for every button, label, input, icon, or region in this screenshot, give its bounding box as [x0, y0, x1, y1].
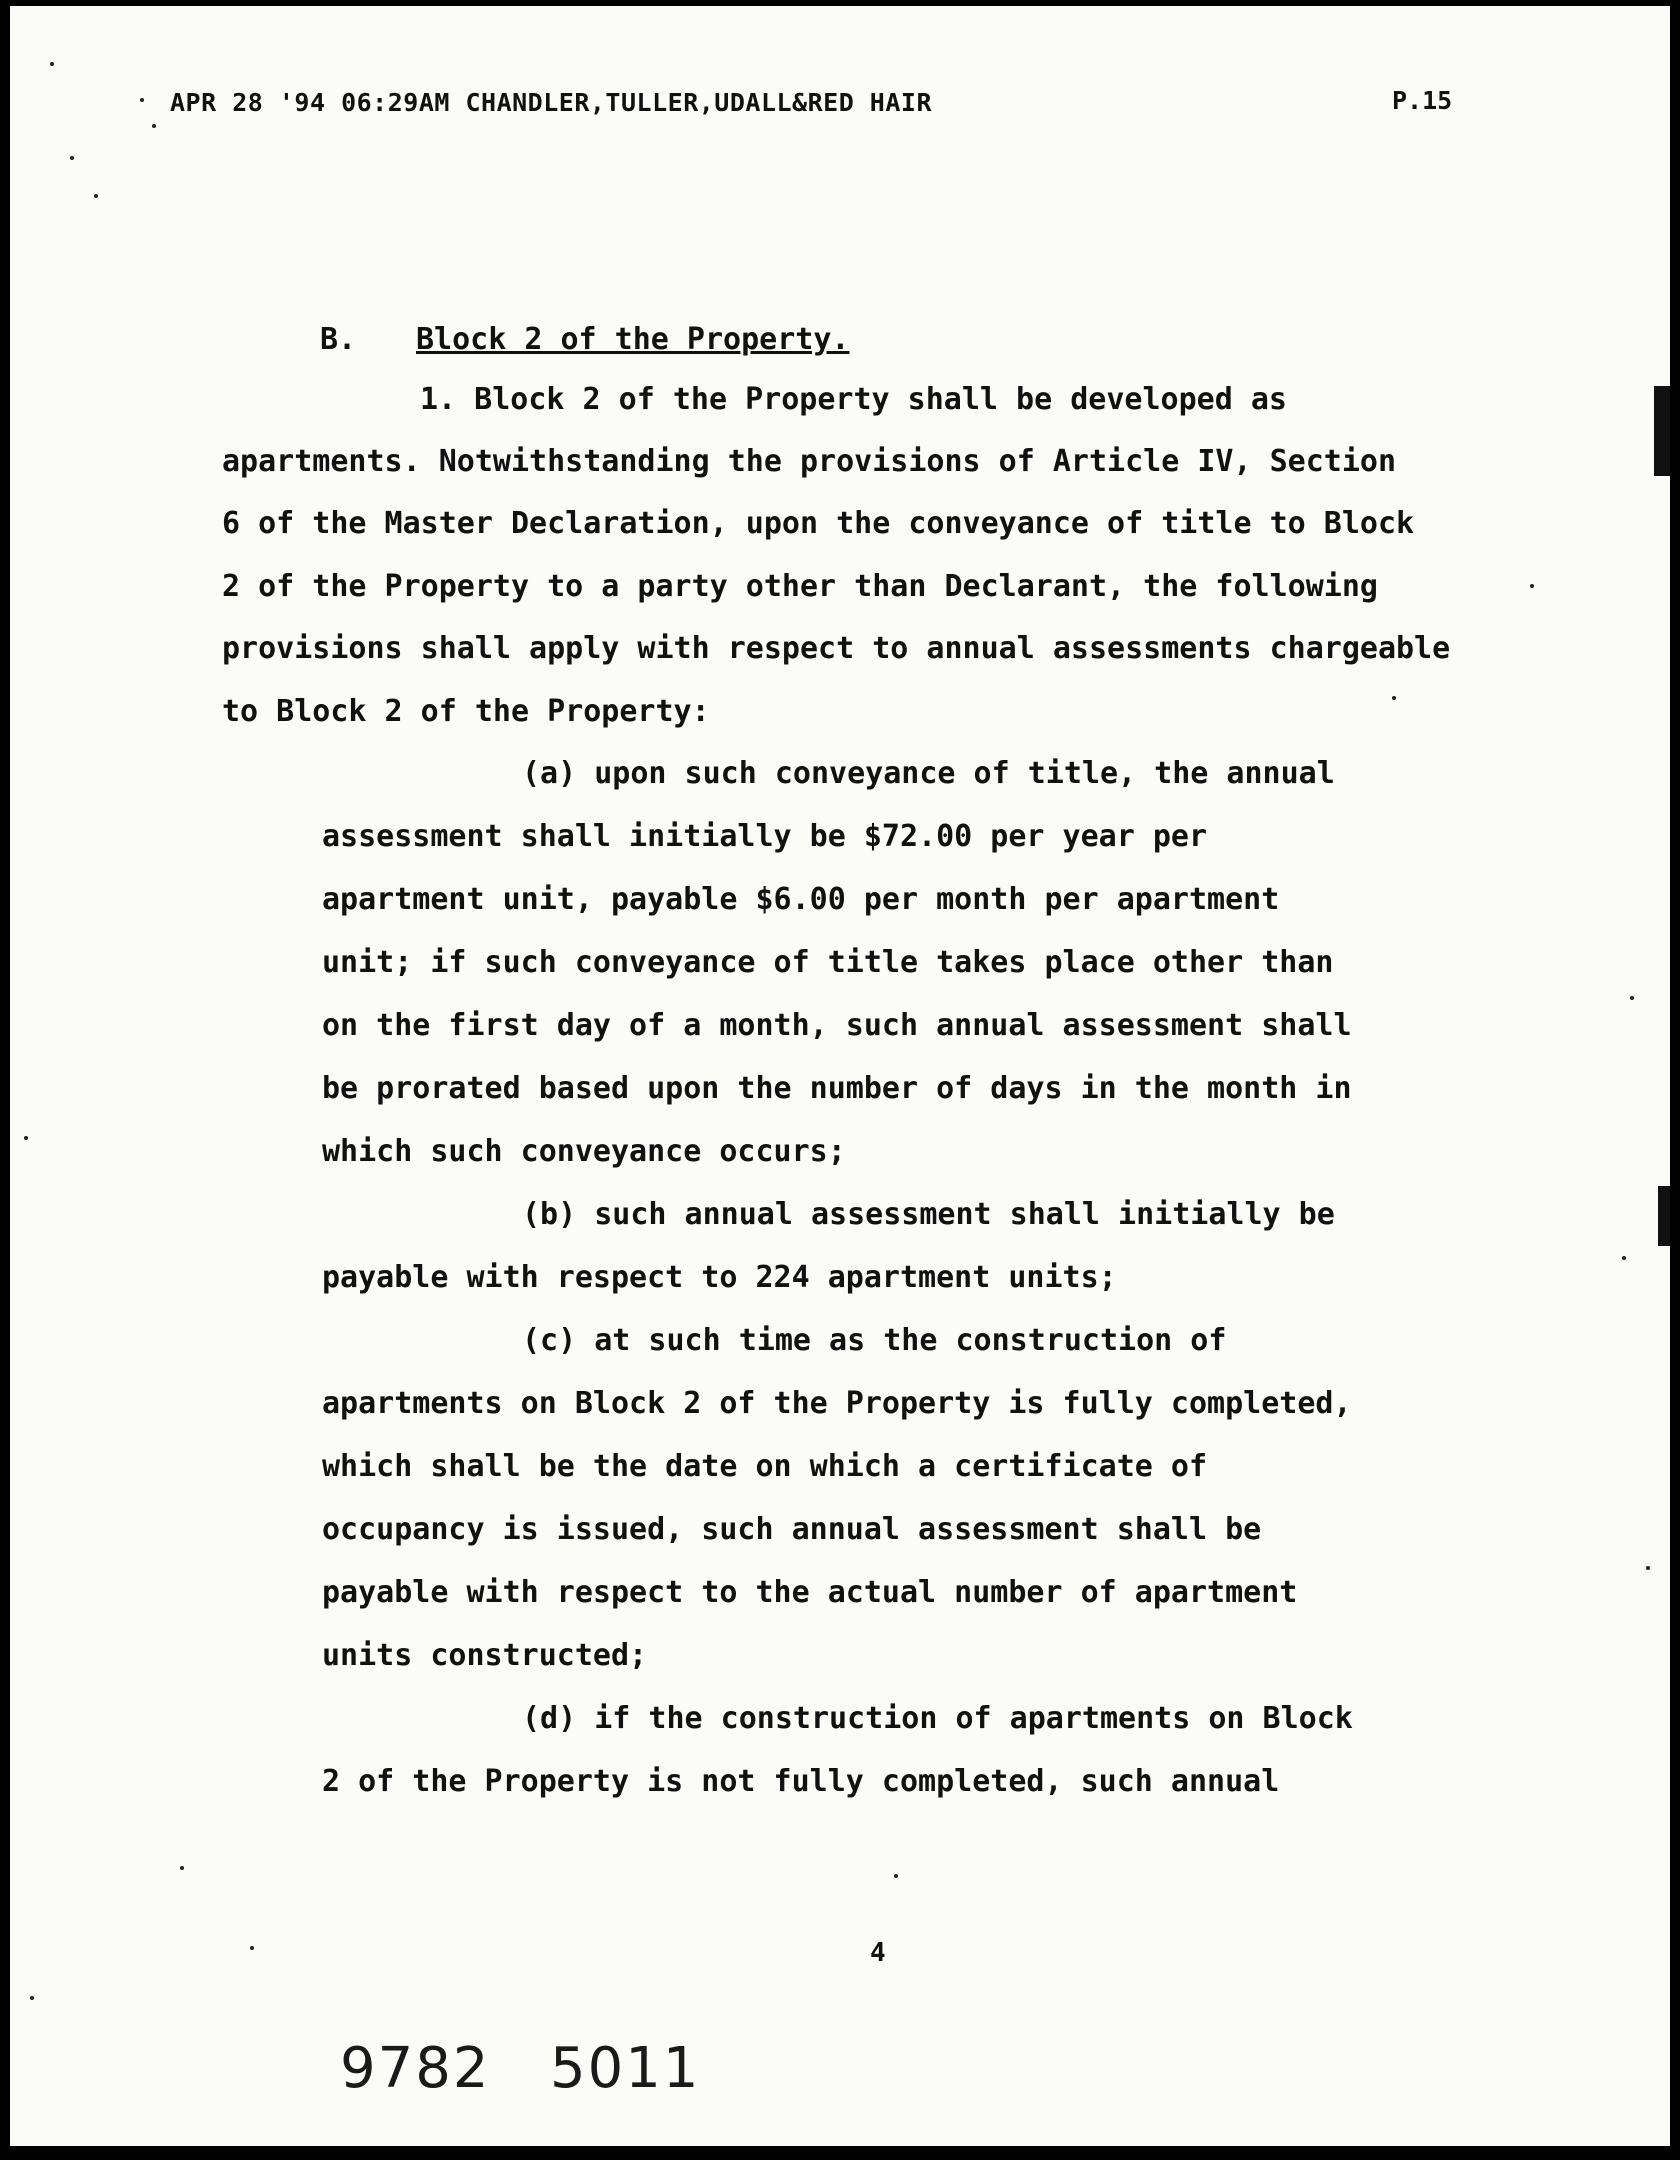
body-line: units constructed;: [322, 1638, 648, 1673]
body-line: 6 of the Master Declaration, upon the conveyance of title to Block: [222, 506, 1415, 541]
body-line: payable with respect to the actual number of apartment: [322, 1575, 1298, 1610]
body-line: provisions shall apply with respect to annual assessments chargeable: [222, 631, 1451, 666]
body-line: be prorated based upon the number of days in the month in: [322, 1071, 1352, 1106]
page-number: 4: [870, 1938, 886, 1968]
scan-edge-mark: [1654, 386, 1670, 476]
body-line: to Block 2 of the Property:: [222, 694, 710, 729]
scan-speck: [1392, 696, 1396, 700]
scan-speck: [1646, 1566, 1650, 1570]
body-line: (a) upon such conveyance of title, the annual: [522, 756, 1335, 791]
scan-speck: [180, 1866, 184, 1870]
scan-speck: [140, 98, 144, 102]
body-line: assessment shall initially be $72.00 per year per: [322, 819, 1208, 854]
body-line: 2 of the Property is not fully completed, such annual: [322, 1764, 1280, 1799]
document-page: [10, 6, 1670, 2146]
body-line: 1. Block 2 of the Property shall be developed as: [420, 382, 1287, 417]
body-line: apartment unit, payable $6.00 per month per apartment: [322, 882, 1280, 917]
body-line: occupancy is issued, such annual assessment shall be: [322, 1512, 1262, 1547]
body-line: unit; if such conveyance of title takes place other than: [322, 945, 1334, 980]
body-line: which shall be the date on which a certificate of: [322, 1449, 1208, 1484]
body-line: (c) at such time as the construction of: [522, 1323, 1227, 1358]
document-id-part2: 5011: [550, 2036, 701, 2101]
section-title: Block 2 of the Property.: [416, 322, 850, 357]
body-line: (d) if the construction of apartments on Block: [522, 1701, 1353, 1736]
fax-page-number: P.15: [1392, 86, 1453, 115]
scan-edge-mark: [1658, 1186, 1670, 1246]
scan-speck: [152, 124, 156, 128]
body-line: which such conveyance occurs;: [322, 1134, 846, 1169]
scan-speck: [1530, 584, 1534, 588]
scan-speck: [30, 1996, 34, 2000]
section-number: B.: [320, 322, 357, 357]
body-line: 2 of the Property to a party other than Declarant, the following: [222, 569, 1378, 604]
scan-speck: [250, 1946, 254, 1950]
scan-speck: [24, 1136, 28, 1140]
body-line: apartments on Block 2 of the Property is fully completed,: [322, 1386, 1352, 1421]
section-heading: [320, 322, 849, 357]
scan-speck: [1622, 1256, 1626, 1260]
fax-header: APR 28 '94 06:29AM CHANDLER,TULLER,UDALL&RED HAIR: [170, 88, 933, 117]
scan-speck: [50, 62, 54, 66]
body-line: on the first day of a month, such annual assessment shall: [322, 1008, 1352, 1043]
document-id-part1: 9782: [340, 2036, 491, 2101]
body-line: payable with respect to 224 apartment units;: [322, 1260, 1117, 1295]
body-line: (b) such annual assessment shall initially be: [522, 1197, 1335, 1232]
scan-speck: [894, 1874, 898, 1878]
scan-speck: [94, 194, 98, 198]
scan-speck: [1630, 996, 1634, 1000]
body-line: apartments. Notwithstanding the provisions of Article IV, Section: [222, 444, 1396, 479]
scan-speck: [70, 156, 74, 160]
